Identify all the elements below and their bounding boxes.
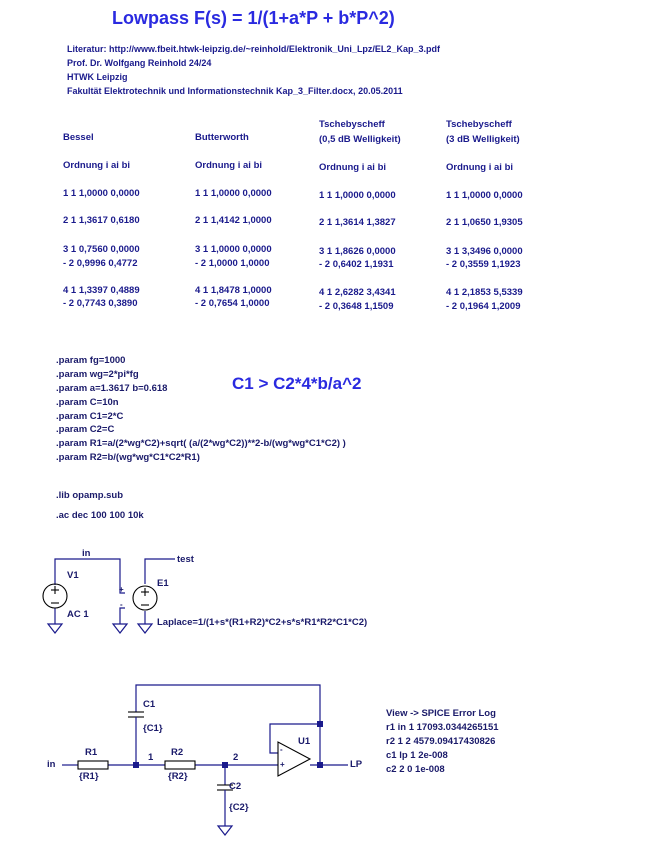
tscheby3-row-1: 1 1 1,0000 0,0000 bbox=[446, 190, 523, 201]
tscheby05-row-6: - 2 0,3648 1,1509 bbox=[319, 301, 394, 312]
e1-plus: + bbox=[119, 585, 124, 594]
reference-line-4: Fakultät Elektrotechnik und Informationstechnik Kap_3_Filter.docx, 20.05.2011 bbox=[67, 86, 403, 96]
errorlog-title: View -> SPICE Error Log bbox=[386, 708, 496, 719]
butterworth-row-6: - 2 0,7654 1,0000 bbox=[195, 298, 270, 309]
bessel-name: Bessel bbox=[63, 132, 94, 143]
c2-value: {C2} bbox=[229, 802, 249, 813]
tscheby3-subtitle: (3 dB Welligkeit) bbox=[446, 134, 520, 145]
lib-directive: .lib opamp.sub bbox=[56, 490, 124, 501]
filter-wires bbox=[62, 685, 348, 826]
butterworth-row-5: 4 1 1,8478 1,0000 bbox=[195, 285, 272, 296]
u1-plus: + bbox=[280, 760, 285, 769]
resistor-r1-symbol bbox=[78, 761, 108, 769]
errorlog-line-4: c2 2 0 1e-008 bbox=[386, 764, 445, 775]
tscheby05-row-2: 2 1 1,3614 1,3827 bbox=[319, 217, 396, 228]
reference-line-3: HTWK Leipzig bbox=[67, 72, 128, 82]
bessel-row-1: 1 1 1,0000 0,0000 bbox=[63, 188, 140, 199]
node-label-1: 1 bbox=[148, 752, 154, 763]
page-title: Lowpass F(s) = 1/(1+a*P + b*P^2) bbox=[112, 8, 395, 28]
r1-value: {R1} bbox=[79, 771, 99, 782]
net-label-test: test bbox=[177, 554, 194, 565]
errorlog-line-3: c1 lp 1 2e-008 bbox=[386, 750, 448, 761]
butterworth-name: Butterworth bbox=[195, 132, 249, 143]
tscheby05-row-4: - 2 0,6402 1,1931 bbox=[319, 259, 394, 270]
c1-value: {C1} bbox=[143, 723, 163, 734]
tscheby05-row-3: 3 1 1,8626 0,0000 bbox=[319, 246, 396, 257]
errorlog-line-2: r2 1 2 4579.09417430826 bbox=[386, 736, 496, 747]
tscheby3-row-2: 2 1 1,0650 1,9305 bbox=[446, 217, 523, 228]
tscheby3-row-3: 3 1 3,3496 0,0000 bbox=[446, 246, 523, 257]
butterworth-row-1: 1 1 1,0000 0,0000 bbox=[195, 188, 272, 199]
ground-symbols-test bbox=[48, 624, 152, 633]
net-label-lp: LP bbox=[350, 759, 363, 770]
bessel-row-4: - 2 0,9996 0,4772 bbox=[63, 258, 138, 269]
c2-label: C2 bbox=[229, 781, 242, 792]
bessel-row-5: 4 1 1,3397 0,4889 bbox=[63, 285, 140, 296]
tscheby05-name: Tschebyscheff bbox=[319, 119, 385, 130]
param-c2: .param C2=C bbox=[56, 424, 115, 435]
tscheby3-name: Tschebyscheff bbox=[446, 119, 512, 130]
butterworth-row-2: 2 1 1,4142 1,0000 bbox=[195, 215, 272, 226]
butterworth-row-4: - 2 1,0000 1,0000 bbox=[195, 258, 270, 269]
r2-label: R2 bbox=[171, 747, 184, 758]
net-label-in-filter: in bbox=[47, 759, 56, 770]
reference-line-1: Literatur: http://www.fbeit.htwk-leipzig.de/~reinhold/Elektronik_Uni_Lpz/EL2_Kap_3.pdf bbox=[67, 44, 440, 54]
node-label-2: 2 bbox=[233, 752, 239, 763]
tscheby05-row-5: 4 1 2,6282 3,4341 bbox=[319, 287, 396, 298]
tscheby05-row-1: 1 1 1,0000 0,0000 bbox=[319, 190, 396, 201]
butterworth-header: Ordnung i ai bi bbox=[195, 160, 263, 171]
tscheby3-row-5: 4 1 2,1853 5,5339 bbox=[446, 287, 523, 298]
errorlog-line-1: r1 in 1 17093.0344265151 bbox=[386, 722, 499, 733]
bessel-header: Ordnung i ai bi bbox=[63, 160, 131, 171]
tscheby05-header: Ordnung i ai bi bbox=[319, 162, 387, 173]
tscheby05-subtitle: (0,5 dB Welligkeit) bbox=[319, 134, 401, 145]
e1-laplace: Laplace=1/(1+s*(R1+R2)*C2+s*s*R1*R2*C1*C2) bbox=[157, 617, 368, 628]
e1-label: E1 bbox=[157, 578, 169, 589]
ground-symbol-filter bbox=[218, 826, 232, 835]
condition-formula: C1 > C2*4*b/a^2 bbox=[232, 374, 362, 393]
param-wg: .param wg=2*pi*fg bbox=[56, 369, 139, 380]
param-c: .param C=10n bbox=[56, 397, 119, 408]
r1-label: R1 bbox=[85, 747, 98, 758]
param-fg: .param fg=1000 bbox=[56, 355, 126, 366]
param-r2: .param R2=b/(wg*wg*C1*C2*R1) bbox=[56, 452, 200, 463]
r2-value: {R2} bbox=[168, 771, 188, 782]
net-label-in: in bbox=[82, 548, 91, 559]
param-r1: .param R1=a/(2*wg*C2)+sqrt( (a/(2*wg*C2))**2-b/(wg*wg*C1*C2) ) bbox=[56, 438, 346, 449]
reference-line-2: Prof. Dr. Wolfgang Reinhold 24/24 bbox=[67, 58, 212, 68]
v1-label: V1 bbox=[67, 570, 79, 581]
v1-source bbox=[43, 584, 67, 608]
bessel-row-2: 2 1 1,3617 0,6180 bbox=[63, 215, 140, 226]
u1-minus: - bbox=[280, 745, 283, 754]
e1-source bbox=[133, 586, 157, 610]
e1-minus: - bbox=[120, 600, 123, 609]
capacitor-c1-symbol bbox=[128, 712, 144, 726]
u1-label: U1 bbox=[298, 736, 311, 747]
butterworth-row-3: 3 1 1,0000 0,0000 bbox=[195, 244, 272, 255]
bessel-row-6: - 2 0,7743 0,3890 bbox=[63, 298, 138, 309]
resistor-r2-symbol bbox=[165, 761, 195, 769]
param-c1: .param C1=2*C bbox=[56, 411, 124, 422]
c1-label: C1 bbox=[143, 699, 156, 710]
ac-directive: .ac dec 100 100 10k bbox=[56, 510, 144, 521]
tscheby3-header: Ordnung i ai bi bbox=[446, 162, 514, 173]
bessel-row-3: 3 1 0,7560 0,0000 bbox=[63, 244, 140, 255]
param-a-b: .param a=1.3617 b=0.618 bbox=[56, 383, 168, 394]
tscheby3-row-6: - 2 0,1964 1,2009 bbox=[446, 301, 521, 312]
tscheby3-row-4: - 2 0,3559 1,1923 bbox=[446, 259, 521, 270]
v1-value: AC 1 bbox=[67, 609, 89, 620]
